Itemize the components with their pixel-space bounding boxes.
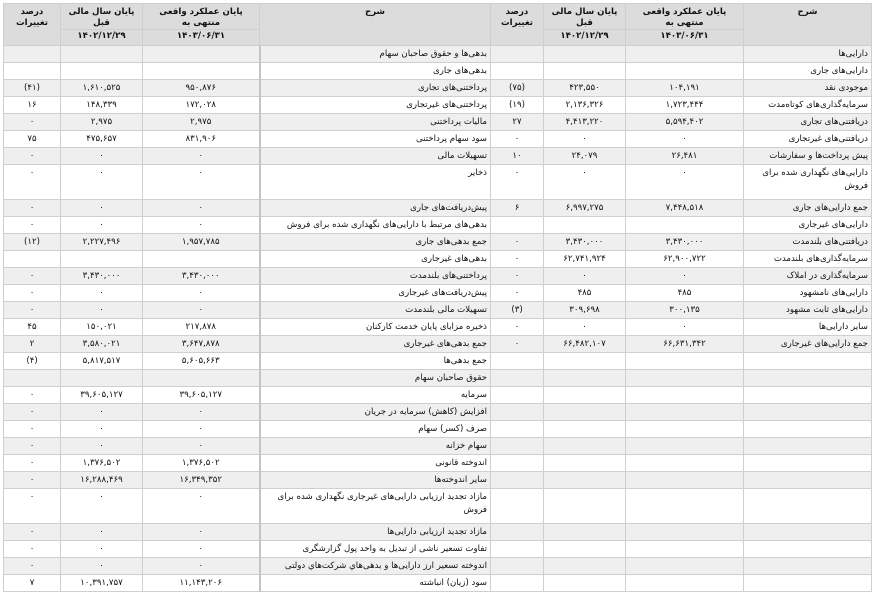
liability-current-value: [143, 370, 260, 387]
liability-prior-value: ۳,۴۳۰,۰۰۰: [61, 268, 143, 285]
liability-change-pct: ۷: [4, 575, 61, 592]
table-row: [4, 541, 872, 558]
liability-change-pct: ۰: [4, 285, 61, 302]
liability-label: مالیات پرداختنی: [260, 114, 491, 131]
table-row: [4, 46, 872, 63]
asset-prior-value: [544, 370, 626, 387]
asset-change-pct: [491, 455, 544, 472]
liability-current-value: ۳,۴۳۰,۰۰۰: [143, 268, 260, 285]
asset-current-value: ۴۸۵: [626, 285, 744, 302]
liability-label: تسهیلات مالی: [260, 148, 491, 165]
asset-change-pct: ۰: [491, 234, 544, 251]
asset-change-pct: ۰: [491, 268, 544, 285]
liability-change-pct: ۰: [4, 302, 61, 319]
asset-current-value: [626, 438, 744, 455]
table-row: [4, 524, 872, 541]
assets-change-header: درصد تغییرات: [491, 4, 544, 46]
liability-current-value: ۱۱,۱۴۳,۲۰۶: [143, 575, 260, 592]
table-row: [4, 217, 872, 234]
liability-prior-value: ۰: [61, 302, 143, 319]
liability-label: صرف (کسر) سهام: [260, 421, 491, 438]
asset-prior-value: ۰: [544, 319, 626, 336]
table-row: [4, 370, 872, 387]
liability-prior-value: ۰: [61, 285, 143, 302]
liability-current-value: [143, 46, 260, 63]
assets-current-date: ۱۴۰۳/۰۶/۳۱: [626, 30, 744, 46]
liability-label: ذخایر: [260, 165, 491, 200]
asset-label: [744, 387, 872, 404]
asset-current-value: [626, 404, 744, 421]
liability-label: بدهی‌های غیرجاری: [260, 251, 491, 268]
asset-prior-value: [544, 421, 626, 438]
assets-prior-header: پایان سال مالی قبل: [544, 4, 626, 30]
table-row: [4, 285, 872, 302]
liability-prior-value: ۰: [61, 558, 143, 575]
asset-label: سرمایه‌گذاری‌های کوتاه‌مدت: [744, 97, 872, 114]
asset-label: سرمایه‌گذاری‌های بلندمدت: [744, 251, 872, 268]
liability-label: اندوخته قانونی: [260, 455, 491, 472]
liability-change-pct: ۰: [4, 114, 61, 131]
liability-prior-value: ۱,۶۱۰,۵۲۵: [61, 80, 143, 97]
liability-prior-value: [61, 251, 143, 268]
liability-current-value: ۰: [143, 541, 260, 558]
asset-current-value: [626, 387, 744, 404]
asset-prior-value: ۲۴,۰۷۹: [544, 148, 626, 165]
liability-prior-value: ۰: [61, 438, 143, 455]
asset-change-pct: ۰: [491, 131, 544, 148]
table-row: [4, 165, 872, 200]
asset-prior-value: [544, 63, 626, 80]
liability-change-pct: ۰: [4, 404, 61, 421]
asset-change-pct: ۰: [491, 285, 544, 302]
liability-current-value: ۱,۳۷۶,۵۰۲: [143, 455, 260, 472]
asset-current-value: ۰: [626, 131, 744, 148]
liability-label: بدهی‌های مرتبط با دارایی‌های نگهداری شده برای فروش: [260, 217, 491, 234]
liability-prior-value: ۲,۲۲۷,۴۹۶: [61, 234, 143, 251]
liability-prior-value: ۰: [61, 165, 143, 200]
liability-change-pct: (۱۲): [4, 234, 61, 251]
asset-label: [744, 455, 872, 472]
liability-current-value: [143, 63, 260, 80]
table-row: [4, 489, 872, 524]
asset-current-value: ۲۶,۴۸۱: [626, 148, 744, 165]
liability-change-pct: (۴۱): [4, 80, 61, 97]
table-row: [4, 268, 872, 285]
liability-label: سود سهام پرداختنی: [260, 131, 491, 148]
liability-label: بدهی‌ها و حقوق صاحبان سهام: [260, 46, 491, 63]
asset-prior-value: [544, 524, 626, 541]
asset-current-value: [626, 524, 744, 541]
liability-prior-value: ۰: [61, 217, 143, 234]
asset-change-pct: ۰: [491, 319, 544, 336]
liability-prior-value: ۵,۸۱۷,۵۱۷: [61, 353, 143, 370]
liability-change-pct: ۴۵: [4, 319, 61, 336]
asset-prior-value: [544, 387, 626, 404]
asset-label: [744, 489, 872, 524]
liability-prior-value: ۰: [61, 200, 143, 217]
liability-label: پرداختنی‌های بلندمدت: [260, 268, 491, 285]
asset-prior-value: [544, 489, 626, 524]
asset-label: [744, 404, 872, 421]
liability-prior-value: ۰: [61, 421, 143, 438]
liability-prior-value: [61, 370, 143, 387]
liability-label: جمع بدهی‌ها: [260, 353, 491, 370]
liability-current-value: ۳,۶۴۷,۸۷۸: [143, 336, 260, 353]
asset-change-pct: ۲۷: [491, 114, 544, 131]
asset-change-pct: (۱۹): [491, 97, 544, 114]
asset-label: دارایی‌های نگهداری شده برای فروش: [744, 165, 872, 200]
liability-current-value: ۸۳۱,۹۰۶: [143, 131, 260, 148]
asset-prior-value: ۴۲۳,۵۵۰: [544, 80, 626, 97]
table-row: [4, 455, 872, 472]
asset-change-pct: [491, 558, 544, 575]
asset-prior-value: [544, 404, 626, 421]
liability-change-pct: ۰: [4, 455, 61, 472]
liability-change-pct: ۰: [4, 268, 61, 285]
asset-current-value: [626, 472, 744, 489]
asset-label: [744, 541, 872, 558]
asset-label: موجودی نقد: [744, 80, 872, 97]
liability-change-pct: [4, 63, 61, 80]
liability-current-value: ۰: [143, 421, 260, 438]
asset-label: دارایی‌های غیرجاری: [744, 217, 872, 234]
table-row: [4, 558, 872, 575]
liability-change-pct: (۴): [4, 353, 61, 370]
table-row: [4, 575, 872, 592]
liability-label: سرمایه: [260, 387, 491, 404]
asset-prior-value: [544, 46, 626, 63]
asset-change-pct: [491, 46, 544, 63]
table-row: [4, 200, 872, 217]
liability-current-value: ۰: [143, 558, 260, 575]
asset-current-value: ۵,۵۹۴,۴۰۲: [626, 114, 744, 131]
liability-current-value: ۲,۹۷۵: [143, 114, 260, 131]
liab-change-header: درصد تغییرات: [4, 4, 61, 46]
liability-prior-value: ۰: [61, 541, 143, 558]
liability-current-value: ۰: [143, 302, 260, 319]
asset-current-value: [626, 370, 744, 387]
liability-label: پرداختنی‌های تجاری: [260, 80, 491, 97]
asset-prior-value: ۰: [544, 165, 626, 200]
asset-change-pct: [491, 217, 544, 234]
table-row: [4, 302, 872, 319]
liability-change-pct: [4, 46, 61, 63]
asset-label: دارایی‌های جاری: [744, 63, 872, 80]
liability-prior-value: ۰: [61, 148, 143, 165]
asset-current-value: [626, 421, 744, 438]
asset-label: [744, 438, 872, 455]
liability-current-value: ۲۱۷,۸۷۸: [143, 319, 260, 336]
table-row: [4, 472, 872, 489]
liability-label: ذخیره مزایای پایان خدمت کارکنان: [260, 319, 491, 336]
asset-change-pct: [491, 575, 544, 592]
table-row: [4, 97, 872, 114]
liability-change-pct: ۰: [4, 489, 61, 524]
asset-change-pct: [491, 63, 544, 80]
table-row: [4, 421, 872, 438]
liability-current-value: ۰: [143, 165, 260, 200]
table-row: [4, 319, 872, 336]
asset-prior-value: ۴,۴۱۳,۲۲۰: [544, 114, 626, 131]
asset-label: پیش پرداخت‌ها و سفارشات: [744, 148, 872, 165]
asset-current-value: [626, 63, 744, 80]
liability-change-pct: ۰: [4, 558, 61, 575]
liability-label: پیش‌دریافت‌های جاری: [260, 200, 491, 217]
liab-prior-date: ۱۴۰۲/۱۲/۲۹: [61, 30, 143, 46]
asset-prior-value: [544, 455, 626, 472]
asset-prior-value: ۲,۱۳۶,۳۲۶: [544, 97, 626, 114]
table-row: [4, 251, 872, 268]
asset-current-value: ۳۰۰,۱۳۵: [626, 302, 744, 319]
table-row: [4, 80, 872, 97]
asset-label: دریافتنی‌های غیرتجاری: [744, 131, 872, 148]
liability-change-pct: ۰: [4, 148, 61, 165]
liability-label: پیش‌دریافت‌های غیرجاری: [260, 285, 491, 302]
liability-prior-value: ۰: [61, 404, 143, 421]
liability-label: تفاوت تسعیر ناشی از تبدیل به واحد پول گزارشگری: [260, 541, 491, 558]
asset-current-value: ۰: [626, 319, 744, 336]
asset-current-value: [626, 455, 744, 472]
liability-prior-value: ۳۹,۶۰۵,۱۲۷: [61, 387, 143, 404]
asset-label: جمع دارایی‌های جاری: [744, 200, 872, 217]
liability-prior-value: [61, 46, 143, 63]
balance-sheet-table: [3, 3, 872, 592]
asset-prior-value: ۶,۹۹۷,۲۷۵: [544, 200, 626, 217]
liability-label: افزایش (کاهش) سرمایه در جریان: [260, 404, 491, 421]
asset-label: [744, 575, 872, 592]
asset-current-value: ۶۲,۹۰۰,۷۲۲: [626, 251, 744, 268]
table-row: [4, 114, 872, 131]
asset-prior-value: ۰: [544, 131, 626, 148]
asset-prior-value: ۶۲,۷۴۱,۹۲۴: [544, 251, 626, 268]
liability-change-pct: ۰: [4, 421, 61, 438]
liability-change-pct: [4, 370, 61, 387]
table-row: [4, 353, 872, 370]
asset-current-value: ۰: [626, 268, 744, 285]
asset-current-value: ۱۰۴,۱۹۱: [626, 80, 744, 97]
asset-prior-value: ۶۶,۴۸۲,۱۰۷: [544, 336, 626, 353]
liability-current-value: ۳۹,۶۰۵,۱۲۷: [143, 387, 260, 404]
liability-current-value: ۱۶,۳۴۹,۳۵۲: [143, 472, 260, 489]
asset-prior-value: [544, 472, 626, 489]
asset-label: [744, 353, 872, 370]
table-row: [4, 131, 872, 148]
asset-label: [744, 370, 872, 387]
liability-label: سهام خزانه: [260, 438, 491, 455]
asset-current-value: [626, 353, 744, 370]
liability-change-pct: ۰: [4, 541, 61, 558]
liability-prior-value: ۰: [61, 524, 143, 541]
liability-current-value: ۹۵۰,۸۷۶: [143, 80, 260, 97]
table-row: [4, 404, 872, 421]
asset-change-pct: [491, 370, 544, 387]
liability-label: سایر اندوخته‌ها: [260, 472, 491, 489]
liability-current-value: ۰: [143, 217, 260, 234]
asset-prior-value: [544, 353, 626, 370]
liability-current-value: ۰: [143, 524, 260, 541]
liability-prior-value: ۱,۳۷۶,۵۰۲: [61, 455, 143, 472]
asset-change-pct: ۰: [491, 251, 544, 268]
asset-prior-value: [544, 438, 626, 455]
liability-prior-value: [61, 63, 143, 80]
liability-prior-value: ۱۴۸,۳۳۹: [61, 97, 143, 114]
asset-change-pct: (۷۵): [491, 80, 544, 97]
liability-current-value: ۰: [143, 200, 260, 217]
asset-current-value: ۶۶,۶۳۱,۳۴۲: [626, 336, 744, 353]
asset-current-value: ۷,۴۴۸,۵۱۸: [626, 200, 744, 217]
asset-change-pct: ۶: [491, 200, 544, 217]
asset-change-pct: (۳): [491, 302, 544, 319]
liability-current-value: ۰: [143, 438, 260, 455]
asset-prior-value: [544, 575, 626, 592]
liability-prior-value: ۰: [61, 489, 143, 524]
asset-change-pct: [491, 404, 544, 421]
asset-label: [744, 421, 872, 438]
asset-current-value: [626, 217, 744, 234]
liability-change-pct: ۰: [4, 200, 61, 217]
liability-prior-value: ۱۵۰,۰۲۱: [61, 319, 143, 336]
liability-current-value: ۱,۹۵۷,۷۸۵: [143, 234, 260, 251]
asset-label: جمع دارایی‌های غیرجاری: [744, 336, 872, 353]
liability-change-pct: ۰: [4, 524, 61, 541]
table-row: [4, 63, 872, 80]
table-row: [4, 438, 872, 455]
asset-prior-value: ۰: [544, 268, 626, 285]
liability-label: پرداختنی‌های غیرتجاری: [260, 97, 491, 114]
asset-change-pct: [491, 387, 544, 404]
liability-change-pct: ۲: [4, 336, 61, 353]
asset-label: دریافتنی‌های تجاری: [744, 114, 872, 131]
liability-change-pct: ۱۶: [4, 97, 61, 114]
asset-change-pct: [491, 353, 544, 370]
liability-label: جمع بدهی‌های جاری: [260, 234, 491, 251]
liability-change-pct: [4, 251, 61, 268]
asset-change-pct: ۰: [491, 165, 544, 200]
asset-change-pct: ۱۰: [491, 148, 544, 165]
liability-current-value: ۵,۶۰۵,۶۶۳: [143, 353, 260, 370]
asset-change-pct: [491, 438, 544, 455]
asset-label: دریافتنی‌های بلندمدت: [744, 234, 872, 251]
table-row: [4, 148, 872, 165]
asset-prior-value: [544, 217, 626, 234]
liability-current-value: ۱۷۲,۰۲۸: [143, 97, 260, 114]
asset-change-pct: ۰: [491, 336, 544, 353]
asset-label: سرمایه‌گذاری در املاک: [744, 268, 872, 285]
asset-current-value: ۳,۴۳۰,۰۰۰: [626, 234, 744, 251]
asset-current-value: ۰: [626, 165, 744, 200]
asset-label: دارایی‌های ثابت مشهود: [744, 302, 872, 319]
liability-label: حقوق صاحبان سهام: [260, 370, 491, 387]
liability-label: مازاد تجدید ارزیابی دارایی‌های غیرجاری نگهداری شده برای فروش: [260, 489, 491, 524]
table-row: [4, 387, 872, 404]
liability-label: سود (زیان) انباشته: [260, 575, 491, 592]
liability-change-pct: ۰: [4, 217, 61, 234]
asset-current-value: [626, 575, 744, 592]
assets-current-header: پایان عملکرد واقعی منتهی به: [626, 4, 744, 30]
asset-change-pct: [491, 541, 544, 558]
liab-prior-header: پایان سال مالی قبل: [61, 4, 143, 30]
asset-prior-value: ۴۸۵: [544, 285, 626, 302]
asset-change-pct: [491, 489, 544, 524]
asset-prior-value: [544, 541, 626, 558]
liability-current-value: [143, 251, 260, 268]
asset-label: دارایی‌ها: [744, 46, 872, 63]
liability-change-pct: ۰: [4, 165, 61, 200]
table-row: [4, 336, 872, 353]
asset-label: [744, 524, 872, 541]
liab-current-header: پایان عملکرد واقعی منتهی به: [143, 4, 260, 30]
liability-label: جمع بدهی‌های غیرجاری: [260, 336, 491, 353]
asset-prior-value: ۳,۴۳۰,۰۰۰: [544, 234, 626, 251]
asset-label: سایر دارایی‌ها: [744, 319, 872, 336]
liability-label: مازاد تجدید ارزیابی دارایی‌ها: [260, 524, 491, 541]
asset-current-value: ۱,۷۲۳,۴۴۴: [626, 97, 744, 114]
assets-description-header: شرح: [744, 4, 872, 46]
asset-prior-value: [544, 558, 626, 575]
liability-label: بدهی‌های جاری: [260, 63, 491, 80]
asset-change-pct: [491, 524, 544, 541]
liability-change-pct: ۷۵: [4, 131, 61, 148]
liability-prior-value: ۳,۵۸۰,۰۲۱: [61, 336, 143, 353]
liab-current-date: ۱۴۰۳/۰۶/۳۱: [143, 30, 260, 46]
liability-prior-value: ۱۶,۲۸۸,۴۶۹: [61, 472, 143, 489]
asset-change-pct: [491, 421, 544, 438]
asset-prior-value: ۳۰۹,۶۹۸: [544, 302, 626, 319]
liability-label: تسهیلات مالی بلندمدت: [260, 302, 491, 319]
asset-label: دارایی‌های نامشهود: [744, 285, 872, 302]
asset-label: [744, 472, 872, 489]
table-row: [4, 234, 872, 251]
asset-current-value: [626, 489, 744, 524]
liability-change-pct: ۰: [4, 438, 61, 455]
liability-prior-value: ۱۰,۳۹۱,۷۵۷: [61, 575, 143, 592]
liability-current-value: ۰: [143, 285, 260, 302]
asset-current-value: [626, 46, 744, 63]
assets-prior-date: ۱۴۰۲/۱۲/۲۹: [544, 30, 626, 46]
liability-change-pct: ۰: [4, 472, 61, 489]
liability-prior-value: ۴۷۵,۶۵۷: [61, 131, 143, 148]
liability-label: اندوخته تسعیر ارز دارایی‌ها و بدهی‌هاي شرکت‌هاي دولتی: [260, 558, 491, 575]
asset-change-pct: [491, 472, 544, 489]
asset-current-value: [626, 541, 744, 558]
liability-change-pct: ۰: [4, 387, 61, 404]
liab-description-header: شرح: [260, 4, 491, 46]
liability-current-value: ۰: [143, 404, 260, 421]
liability-current-value: ۰: [143, 489, 260, 524]
liability-prior-value: ۲,۹۷۵: [61, 114, 143, 131]
asset-current-value: [626, 558, 744, 575]
liability-current-value: ۰: [143, 148, 260, 165]
header-row: [4, 4, 872, 30]
asset-label: [744, 558, 872, 575]
